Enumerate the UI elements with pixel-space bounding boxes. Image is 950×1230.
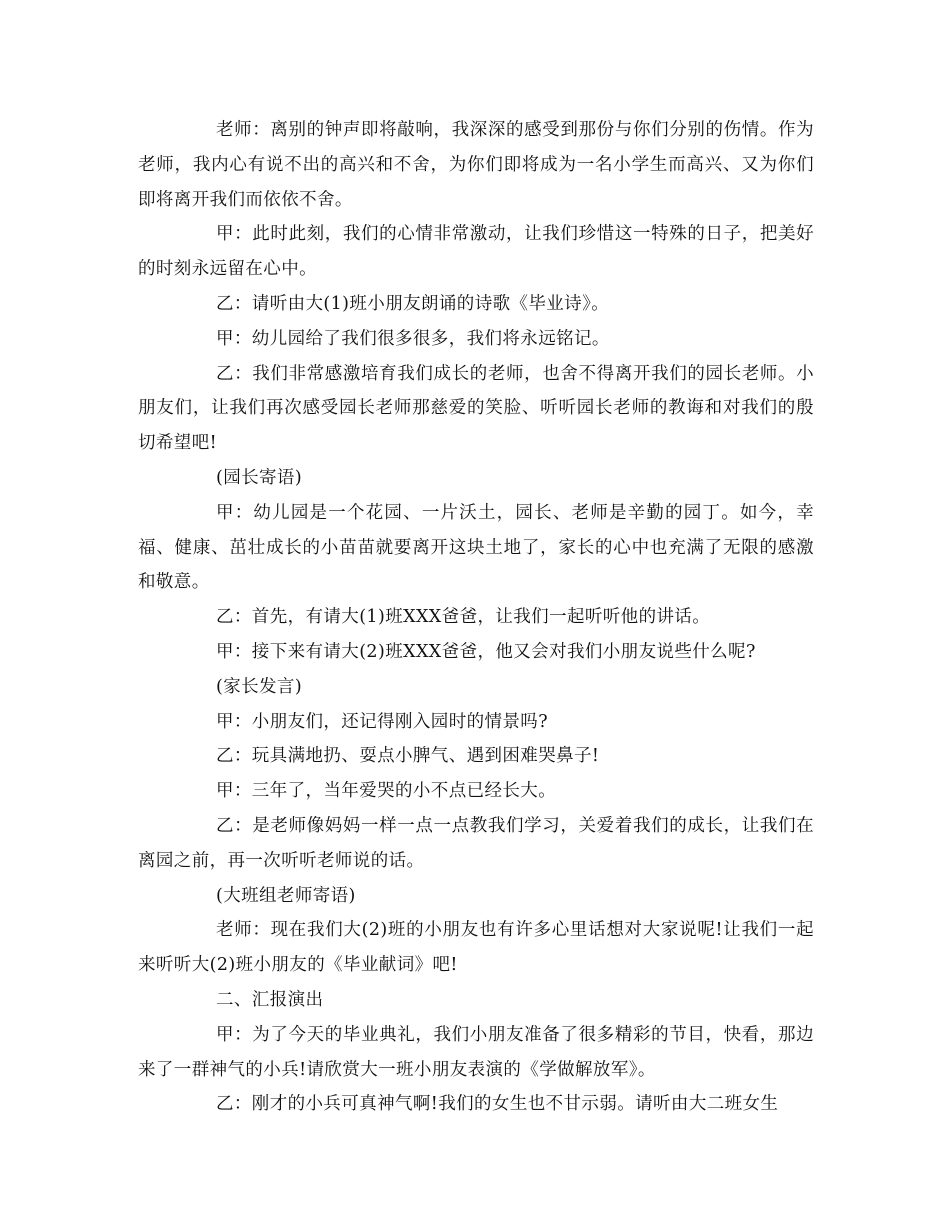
paragraph: 甲：为了今天的毕业典礼，我们小朋友准备了很多精彩的节目，快看，那边来了一群神气的小兵!请欣赏大一班小朋友表演的《学做解放军》。	[138, 1024, 814, 1080]
document-body	[138, 113, 814, 1122]
paragraph: 甲：三年了，当年爱哭的小不点已经长大。	[216, 781, 557, 802]
section-note: (家长发言)	[216, 676, 303, 697]
paragraph: 老师：离别的钟声即将敲响，我深深的感受到那份与你们分别的伤情。作为老师，我内心有说不出的高兴和不舍，为你们即将成为一名小学生而高兴、又为你们即将离开我们而依依不舍。	[138, 120, 814, 210]
paragraph: 甲：幼儿园给了我们很多很多，我们将永远铭记。	[216, 328, 610, 349]
section-heading: 二、汇报演出	[216, 989, 324, 1010]
section-note: (大班组老师寄语)	[216, 885, 356, 906]
paragraph: 甲：小朋友们，还记得刚入园时的情景吗?	[216, 711, 548, 732]
paragraph: 乙：首先，有请大(1)班XXX爸爸，让我们一起听听他的讲话。	[216, 607, 711, 628]
paragraph: 乙：我们非常感激培育我们成长的老师，也舍不得离开我们的园长老师。小朋友们，让我们再次感受园长老师那慈爱的笑脸、听听园长老师的教诲和对我们的殷切希望吧!	[138, 363, 814, 454]
paragraph: 甲：接下来有请大(2)班XXX爸爸，他又会对我们小朋友说些什么呢?	[216, 641, 756, 662]
paragraph: 甲：此时此刻，我们的心情非常激动，让我们珍惜这一特殊的日子，把美好的时刻永远留在心中。	[138, 224, 814, 280]
paragraph: 乙：请听由大(1)班小朋友朗诵的诗歌《毕业诗》。	[216, 293, 610, 314]
section-note: (园长寄语)	[216, 467, 303, 488]
paragraph: 乙：是老师像妈妈一样一点一点教我们学习，关爱着我们的成长，让我们在离园之前，再一次听听老师说的话。	[138, 815, 814, 871]
paragraph: 老师：现在我们大(2)班的小朋友也有许多心里话想对大家说呢!让我们一起来听听大(2)班小朋友的《毕业献词》吧!	[138, 920, 814, 976]
paragraph: 乙：玩具满地扔、耍点小脾气、遇到困难哭鼻子!	[216, 746, 600, 767]
paragraph: 乙：刚才的小兵可真神气啊!我们的女生也不甘示弱。请听由大二班女生	[216, 1094, 779, 1115]
paragraph: 甲：幼儿园是一个花园、一片沃土，园长、老师是辛勤的园丁。如今，幸福、健康、茁壮成长的小苗苗就要离开这块土地了，家长的心中也充满了无限的感激和敬意。	[138, 502, 814, 593]
